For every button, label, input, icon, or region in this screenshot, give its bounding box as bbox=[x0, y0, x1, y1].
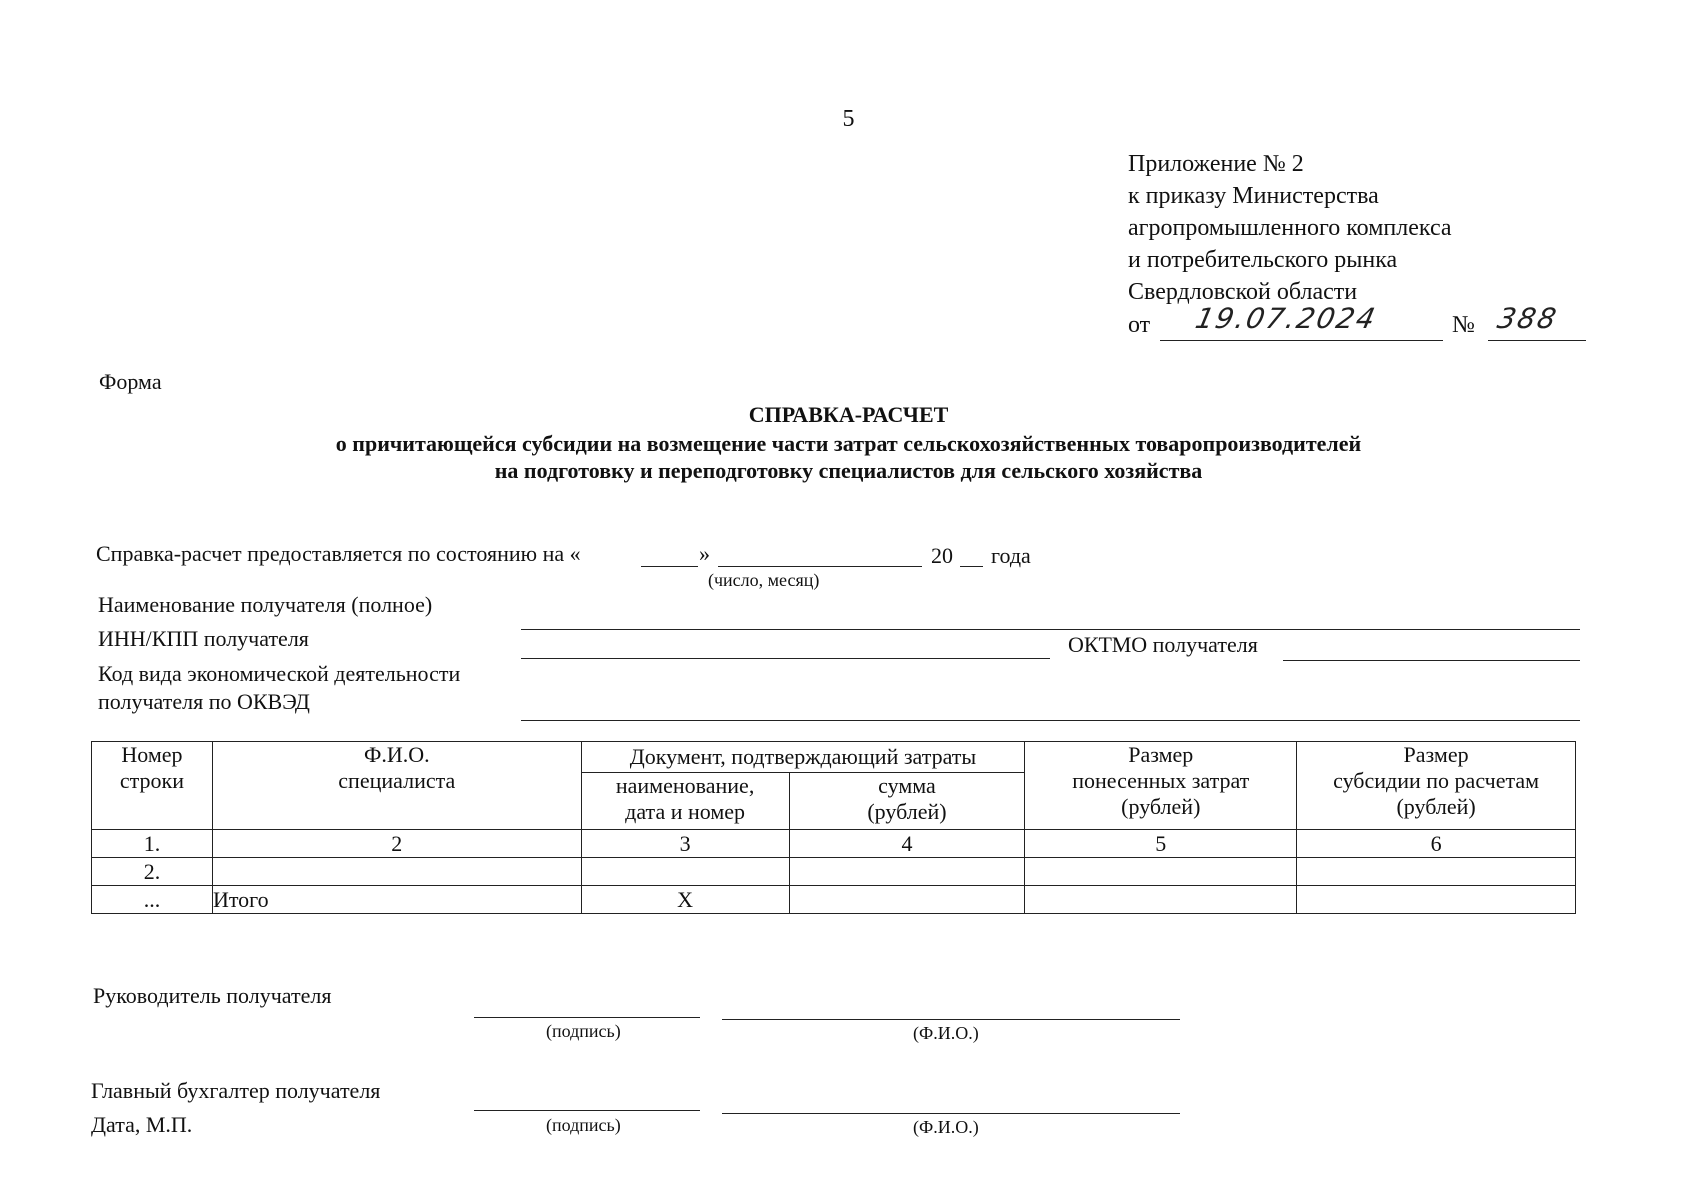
cell-total-doc: Х bbox=[581, 886, 789, 914]
quote-close: » bbox=[699, 541, 710, 566]
okved-line bbox=[521, 720, 1580, 721]
cell bbox=[1025, 886, 1297, 914]
header-row-number: Номер строки bbox=[92, 742, 213, 830]
cell-total-label: Итого bbox=[212, 886, 581, 914]
oktmo-line bbox=[1283, 660, 1580, 661]
cell bbox=[581, 858, 789, 886]
inn-kpp-label: ИНН/КПП получателя bbox=[98, 626, 309, 651]
cell-index: 4 bbox=[789, 830, 1025, 858]
okved-label-line: Код вида экономической деятельности bbox=[98, 661, 461, 686]
appendix-line: Приложение № 2 bbox=[1128, 151, 1304, 177]
header-doc-name: наименование, дата и номер bbox=[581, 773, 789, 830]
cell bbox=[1297, 858, 1576, 886]
year-line bbox=[960, 566, 983, 567]
signature-hint: (подпись) bbox=[546, 1115, 621, 1135]
header-fio: Ф.И.О. специалиста bbox=[212, 742, 581, 830]
header-subsidy: Размер субсидии по расчетам (рублей) bbox=[1297, 742, 1576, 830]
handwritten-number: 388 bbox=[1494, 302, 1561, 335]
date-stamp-label: Дата, М.П. bbox=[91, 1112, 193, 1137]
as-of-label: Справка-расчет предоставляется по состоянию на « bbox=[96, 541, 581, 566]
handwritten-date: 19.07.2024 bbox=[1192, 302, 1380, 335]
day-line bbox=[641, 566, 698, 567]
month-line bbox=[718, 566, 922, 567]
cell bbox=[1025, 858, 1297, 886]
form-label: Форма bbox=[99, 369, 162, 394]
year-prefix: 20 bbox=[931, 543, 953, 568]
document-subtitle: на подготовку и переподготовку специалистов для сельского хозяйства bbox=[494, 458, 1203, 483]
cell-index: 2 bbox=[212, 830, 581, 858]
cell-row-number: ... bbox=[92, 886, 213, 914]
cell bbox=[212, 858, 581, 886]
date-hint: (число, месяц) bbox=[708, 570, 820, 590]
table-row bbox=[92, 858, 1576, 886]
cell-index: 1. bbox=[92, 830, 213, 858]
accountant-signature-line bbox=[474, 1110, 700, 1111]
appendix-line: Свердловской области bbox=[1128, 279, 1358, 305]
okved-label bbox=[98, 660, 460, 716]
page-number: 5 bbox=[842, 106, 855, 132]
signature-hint: (подпись) bbox=[546, 1021, 621, 1041]
document-title: СПРАВКА-РАСЧЕТ bbox=[748, 402, 949, 427]
fio-hint: (Ф.И.О.) bbox=[913, 1023, 979, 1043]
recipient-name-label: Наименование получателя (полное) bbox=[98, 592, 433, 617]
header-doc-sum: сумма (рублей) bbox=[789, 773, 1025, 830]
appendix-block bbox=[1128, 148, 1452, 308]
cell-index: 5 bbox=[1025, 830, 1297, 858]
header-costs: Размер понесенных затрат (рублей) bbox=[1025, 742, 1297, 830]
oktmo-label: ОКТМО получателя bbox=[1068, 632, 1258, 657]
cell-row-number: 2. bbox=[92, 858, 213, 886]
header-document: Документ, подтверждающий затраты bbox=[581, 742, 1025, 773]
year-suffix: года bbox=[991, 543, 1031, 568]
date-line bbox=[1160, 340, 1443, 341]
recipient-name-line bbox=[521, 629, 1580, 630]
head-label: Руководитель получателя bbox=[93, 983, 332, 1008]
chief-accountant-label: Главный бухгалтер получателя bbox=[91, 1078, 381, 1103]
cell bbox=[1297, 886, 1576, 914]
okved-label-line: получателя по ОКВЭД bbox=[98, 689, 310, 714]
appendix-line: и потребительского рынка bbox=[1128, 247, 1398, 273]
cell-index: 3 bbox=[581, 830, 789, 858]
cell bbox=[789, 858, 1025, 886]
appendix-line: агропромышленного комплекса bbox=[1128, 215, 1452, 241]
head-fio-line bbox=[722, 1019, 1180, 1020]
inn-kpp-line bbox=[521, 658, 1050, 659]
accountant-fio-line bbox=[722, 1113, 1180, 1114]
number-line bbox=[1488, 340, 1586, 341]
document-subtitle: о причитающейся субсидии на возмещение части затрат сельскохозяйственных товаропроизводителей bbox=[335, 431, 1362, 456]
cell bbox=[789, 886, 1025, 914]
number-label: № bbox=[1452, 312, 1475, 338]
table-row-total bbox=[92, 886, 1576, 914]
cell-index: 6 bbox=[1297, 830, 1576, 858]
from-label: от bbox=[1128, 312, 1151, 338]
calculation-table bbox=[91, 741, 1576, 914]
appendix-line: к приказу Министерства bbox=[1128, 183, 1379, 209]
table-row bbox=[92, 830, 1576, 858]
head-signature-line bbox=[474, 1017, 700, 1018]
fio-hint: (Ф.И.О.) bbox=[913, 1117, 979, 1137]
